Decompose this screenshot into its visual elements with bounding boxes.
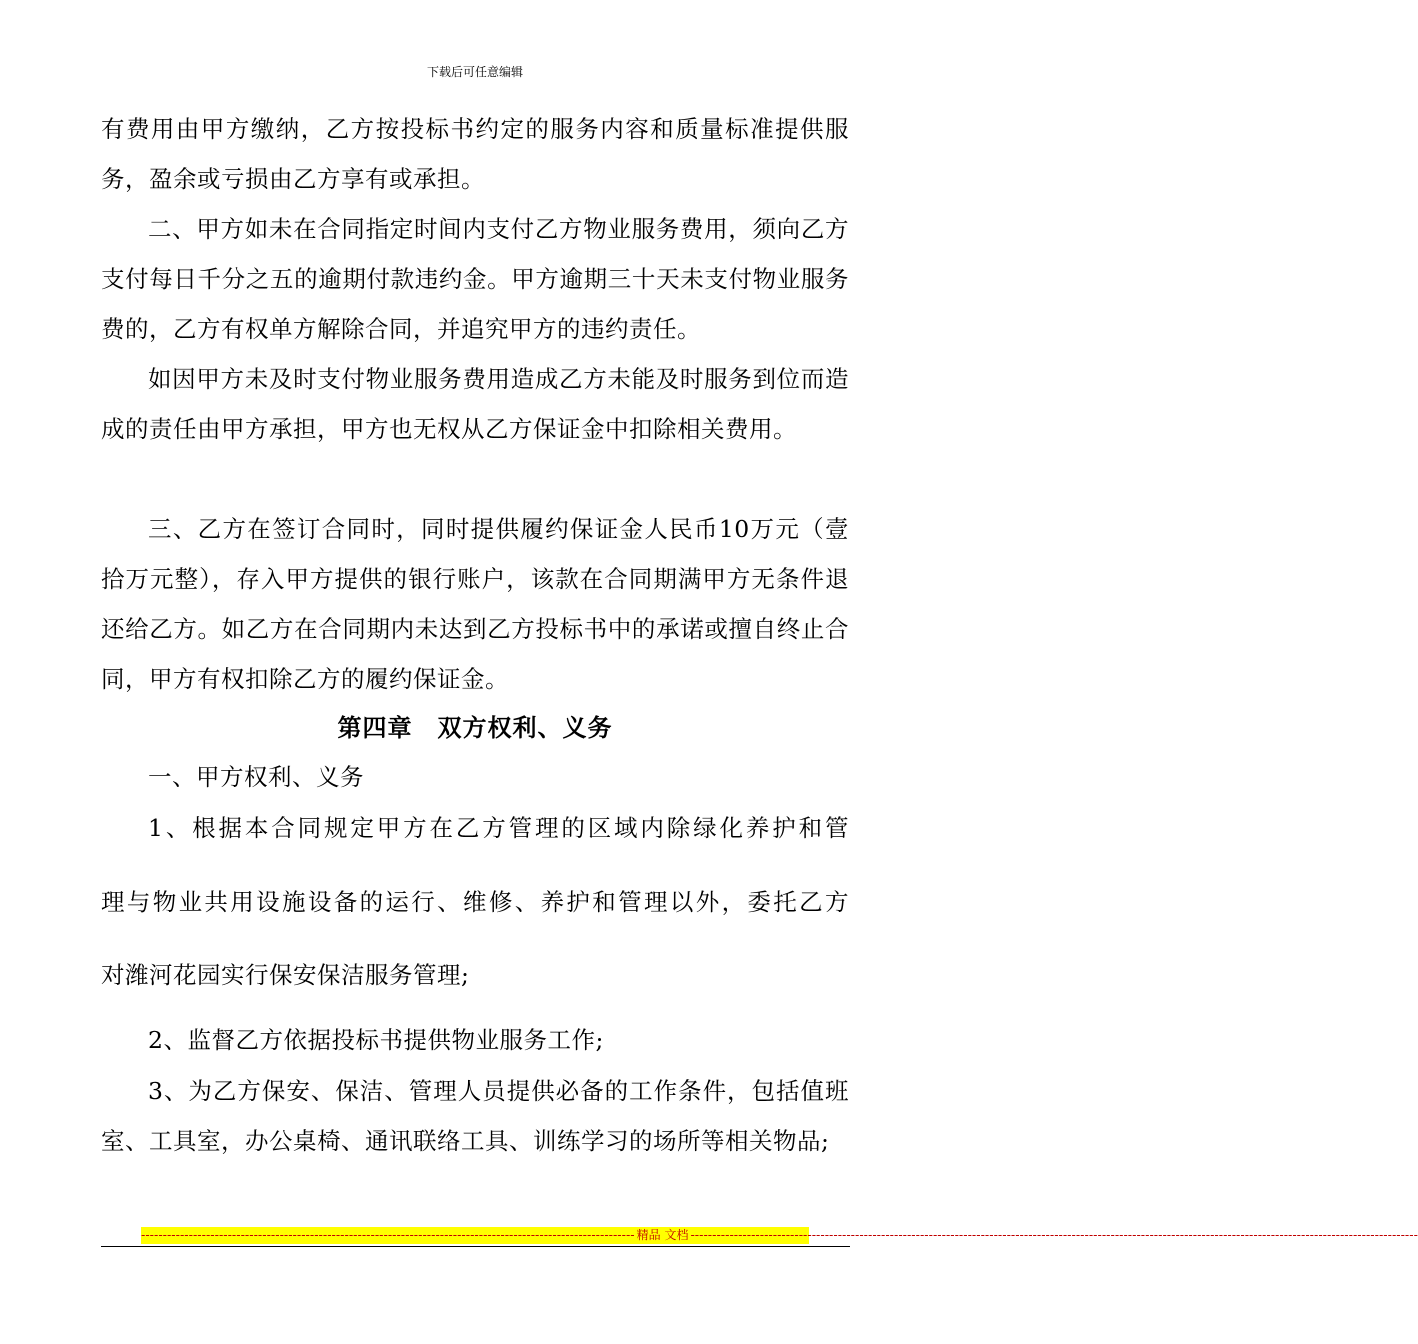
paragraph-late-payment: 二、甲方如未在合同指定时间内支付乙方物业服务费用，须向乙方支付每日千分之五的逾期付款违约金。甲方逾期三十天未支付物业服务费的，乙方有权单方解除合同，并追究甲方的违约责任。: [101, 215, 849, 343]
item2: 2、监督乙方依据投标书提供物业服务工作;: [148, 1026, 604, 1054]
paragraph-responsibility: 如因甲方未及时支付物业服务费用造成乙方未能及时服务到位而造成的责任由甲方承担，甲方也无权从乙方保证金中扣除相关费用。: [101, 365, 849, 443]
item3: 3、为乙方保安、保洁、管理人员提供必备的工作条件，包括值班室、工具室，办公桌椅、通讯联络工具、训练学习的场所等相关物品;: [101, 1077, 849, 1155]
footer-label: 精品 文档: [636, 1228, 689, 1242]
footer-dashes-right: ------------------------------------------------------------------------------------------------------------------------------------------------------------------------: [690, 1228, 1418, 1242]
footer-band: [141, 1227, 1418, 1244]
header-note: 下载后可任意编辑: [426, 65, 523, 79]
footer-rule: [101, 1246, 850, 1247]
section-heading: 一、甲方权利、义务: [148, 763, 364, 791]
item1-line2: 理与物业共用设施设备的运行、维修、养护和管理以外，委托乙方: [101, 888, 849, 916]
item1-line1: 1、根据本合同规定甲方在乙方管理的区域内除绿化养护和管: [148, 814, 849, 842]
chapter-title: 第四章 双方权利、义务: [337, 713, 613, 742]
paragraph-fees: 有费用由甲方缴纳，乙方按投标书约定的服务内容和质量标准提供服务，盈余或亏损由乙方享有或承担。: [101, 115, 849, 193]
paragraph-deposit: 三、乙方在签订合同时，同时提供履约保证金人民币10万元（壹拾万元整），存入甲方提供的银行账户，该款在合同期满甲方无条件退还给乙方。如乙方在合同期内未达到乙方投标书中的承诺或擅自终止合同，甲方有权扣除乙方的履约保证金。: [101, 515, 849, 693]
footer-dashes-left: ------------------------------------------------------------------------------------------------------------------: [141, 1228, 635, 1242]
item1-line3: 对潍河花园实行保安保洁服务管理;: [101, 961, 470, 989]
